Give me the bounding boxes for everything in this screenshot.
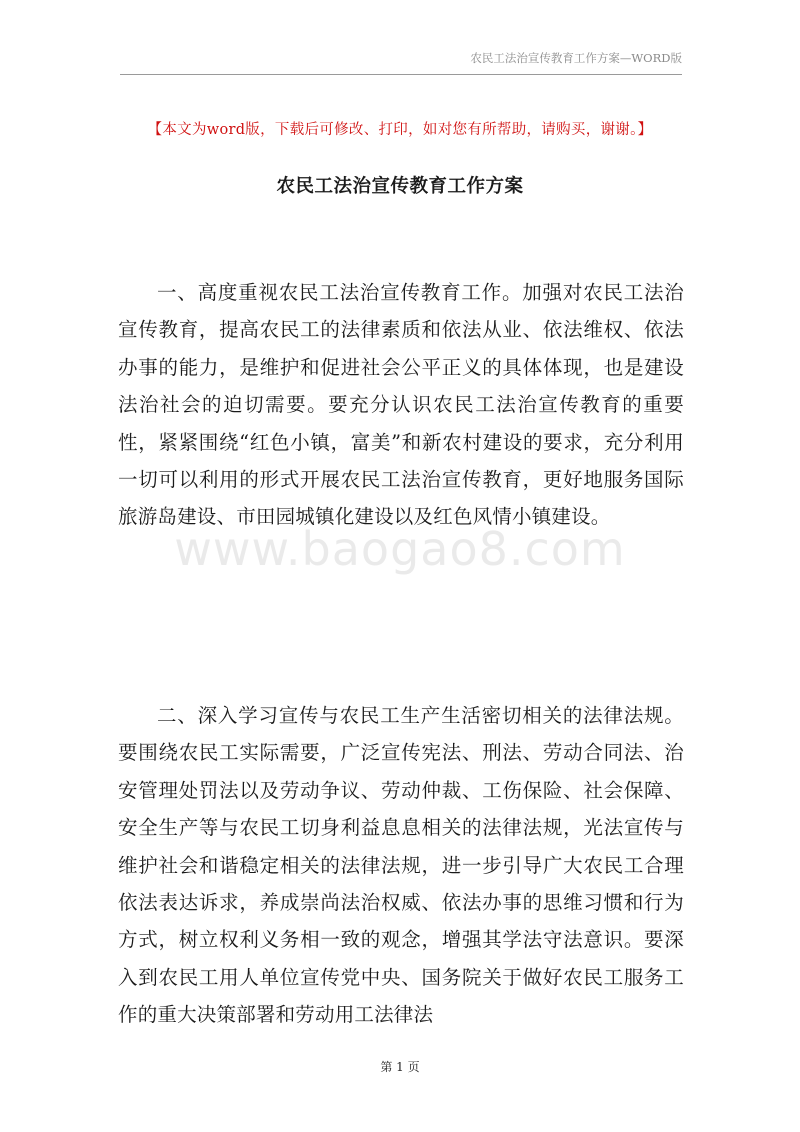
download-notice: 【本文为word版，下载后可修改、打印，如对您有所帮助，请购买，谢谢。】 — [147, 122, 653, 138]
paragraph-2: 二、深入学习宣传与农民工生产生活密切相关的法律法规。要围绕农民工实际需要，广泛宣传宪法、刑法、劳动合同法、治安管理处罚法以及劳动争议、劳动仲裁、工伤保险、社会保障、安全生产等与农民工切身利益息息相关的法律法规，光法宣传与维护社会和谐稳定相关的法律法规，进一步引导广大农民工合理依法表达诉求，养成崇尚法治权威、依法办事的思维习惯和行为方式，树立权利义务相一致的观念，增强其学法守法意识。要深入到农民工用人单位宣传党中央、国务院关于做好农民工服务工作的重大决策部署和劳动用工法律法 — [118, 704, 684, 1027]
watermark: www.baogao8.com — [174, 522, 626, 576]
document-title: 农民工法治宣传教育工作方案 — [276, 176, 524, 197]
page-number: 第 1 页 — [380, 1060, 420, 1074]
paragraph-1: 一、高度重视农民工法治宣传教育工作。加强对农民工法治宣传教育，提高农民工的法律素质和依法从业、依法维权、依法办事的能力，是维护和促进社会公平正义的具体体现，也是建设法治社会的迫切需要。要充分认识农民工法治宣传教育的重要性，紧紧围绕“红色小镇，富美”和新农村建设的要求，充分利用一切可以利用的形式开展农民工法治宣传教育，更好地服务国际旅游岛建设、市田园城镇化建设以及红色风情小镇建设。 — [118, 281, 684, 529]
page-header: 农民工法治宣传教育工作方案—WORD版 — [120, 50, 682, 75]
